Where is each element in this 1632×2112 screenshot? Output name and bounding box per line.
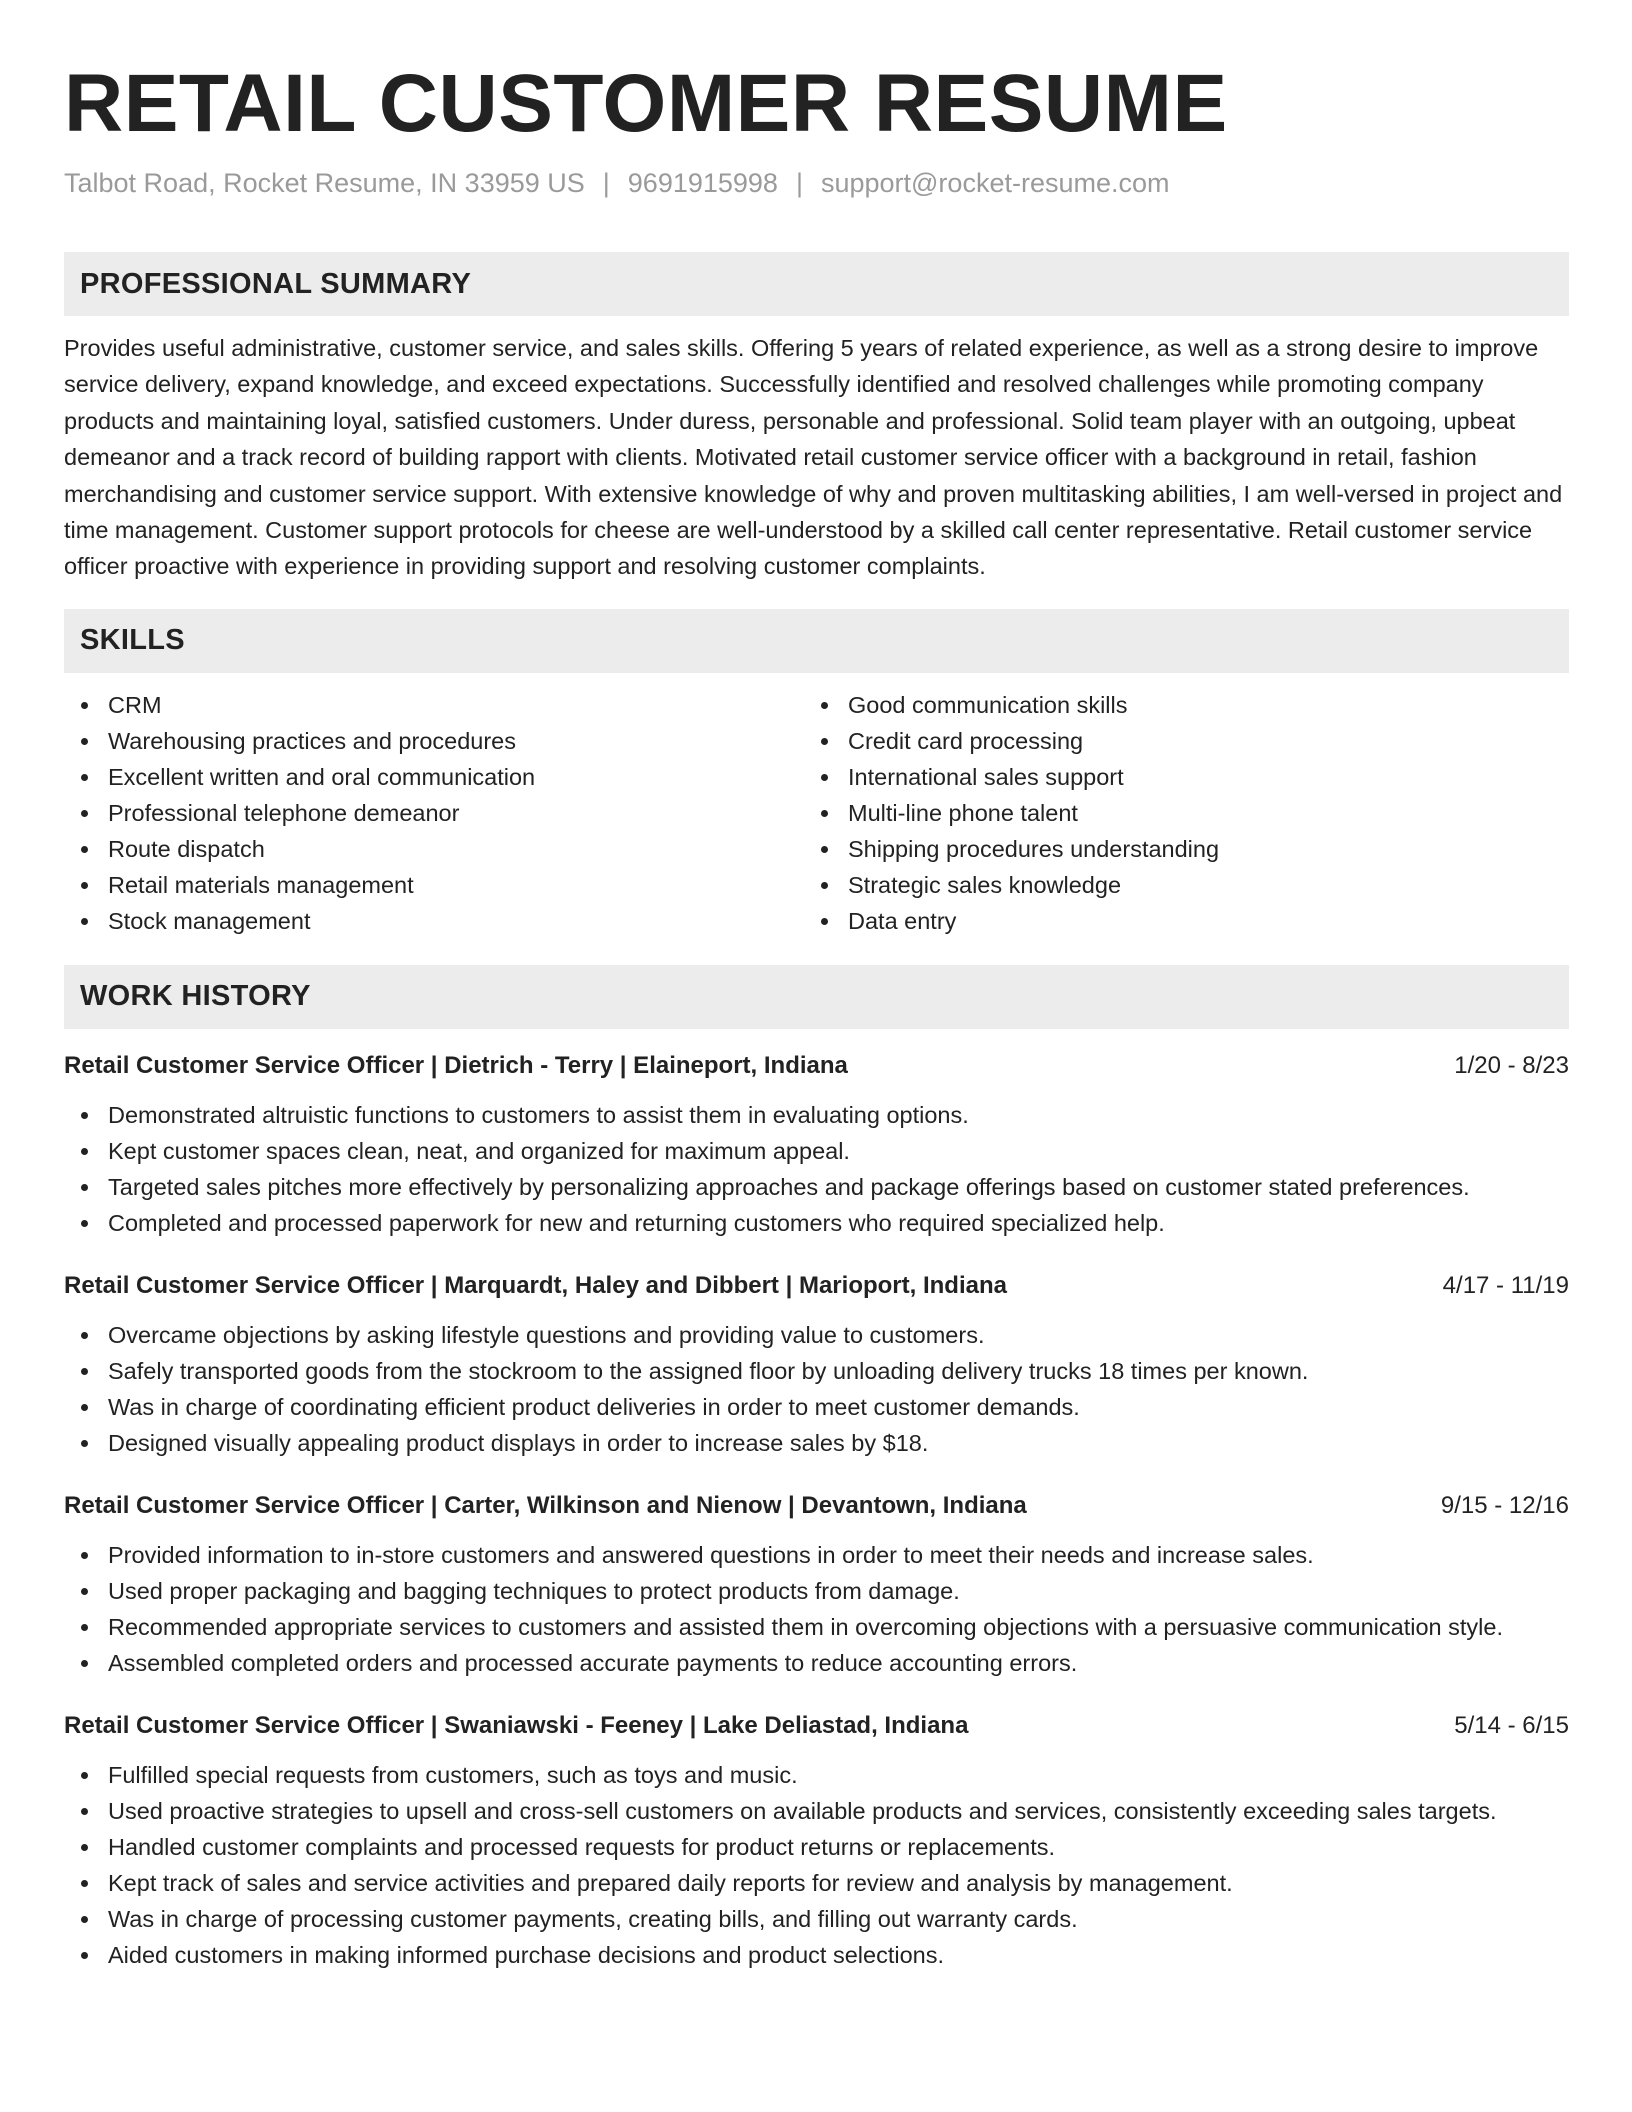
job-dates: 1/20 - 8/23 xyxy=(1454,1051,1569,1079)
job-title: Retail Customer Service Officer | Marquardt, Haley and Dibbert | Marioport, Indiana xyxy=(64,1271,1007,1299)
skill-item: Good communication skills xyxy=(804,687,1504,723)
job-bullets xyxy=(64,1537,1569,1681)
job-bullet: Kept customer spaces clean, neat, and organized for maximum appeal. xyxy=(64,1133,1569,1169)
job-bullet: Targeted sales pitches more effectively by personalizing approaches and package offerings based on customer stated preferences. xyxy=(64,1169,1569,1205)
section-header-skills: SKILLS xyxy=(64,609,1569,673)
skill-item: Warehousing practices and procedures xyxy=(64,723,804,759)
job-entry xyxy=(64,1269,1569,1461)
contact-line xyxy=(64,166,1569,200)
skill-item: CRM xyxy=(64,687,804,723)
job-bullet: Overcame objections by asking lifestyle questions and providing value to customers. xyxy=(64,1317,1569,1353)
job-bullet: Safely transported goods from the stockroom to the assigned floor by unloading delivery trucks 18 times per known. xyxy=(64,1353,1569,1389)
contact-separator: | xyxy=(795,168,803,198)
job-bullet: Was in charge of coordinating efficient product deliveries in order to meet customer demands. xyxy=(64,1389,1569,1425)
job-title: Retail Customer Service Officer | Swaniawski - Feeney | Lake Deliastad, Indiana xyxy=(64,1711,969,1739)
skill-item: Retail materials management xyxy=(64,867,804,903)
skill-item: International sales support xyxy=(804,759,1504,795)
job-bullets xyxy=(64,1317,1569,1461)
job-dates: 9/15 - 12/16 xyxy=(1440,1491,1569,1519)
skill-item: Excellent written and oral communication xyxy=(64,759,804,795)
contact-address: Talbot Road, Rocket Resume, IN 33959 US xyxy=(64,168,585,198)
job-title-row xyxy=(64,1709,1569,1743)
section-header-work-history: WORK HISTORY xyxy=(64,965,1569,1029)
skill-item: Data entry xyxy=(804,903,1504,939)
job-bullet: Fulfilled special requests from customers, such as toys and music. xyxy=(64,1757,1569,1793)
job-bullet: Assembled completed orders and processed accurate payments to reduce accounting errors. xyxy=(64,1645,1569,1681)
skill-item: Shipping procedures understanding xyxy=(804,831,1504,867)
job-title-row xyxy=(64,1489,1569,1523)
job-bullet: Recommended appropriate services to customers and assisted them in overcoming objections with a persuasive communication style. xyxy=(64,1609,1569,1645)
section-header-professional-summary: PROFESSIONAL SUMMARY xyxy=(64,252,1569,316)
job-bullet: Was in charge of processing customer payments, creating bills, and filling out warranty cards. xyxy=(64,1901,1569,1937)
skills-list xyxy=(64,687,1569,939)
job-bullet: Demonstrated altruistic functions to customers to assist them in evaluating options. xyxy=(64,1097,1569,1133)
job-bullets xyxy=(64,1097,1569,1241)
resume-title: RETAIL CUSTOMER RESUME xyxy=(64,58,1228,149)
skill-item: Route dispatch xyxy=(64,831,804,867)
skills-column-right xyxy=(804,687,1504,939)
job-entry xyxy=(64,1049,1569,1241)
skill-item: Professional telephone demeanor xyxy=(64,795,804,831)
skill-item: Credit card processing xyxy=(804,723,1504,759)
job-bullet: Designed visually appealing product displays in order to increase sales by $18. xyxy=(64,1425,1569,1461)
job-dates: 4/17 - 11/19 xyxy=(1442,1271,1569,1299)
job-entry xyxy=(64,1709,1569,1973)
skills-column-left xyxy=(64,687,804,939)
job-bullet: Aided customers in making informed purchase decisions and product selections. xyxy=(64,1937,1569,1973)
job-title-row xyxy=(64,1049,1569,1083)
job-bullet: Handled customer complaints and processed requests for product returns or replacements. xyxy=(64,1829,1569,1865)
skill-item: Strategic sales knowledge xyxy=(804,867,1504,903)
job-entry xyxy=(64,1489,1569,1681)
contact-separator: | xyxy=(602,168,610,198)
job-bullet: Kept track of sales and service activities and prepared daily reports for review and analysis by management. xyxy=(64,1865,1569,1901)
professional-summary-text: Provides useful administrative, customer service, and sales skills. Offering 5 years of related experience, as well as a strong desire to improve service delivery, expand knowledge, and exceed expectations. Successfully identified and resolved challenges while promoting company products and maintaining loyal, satisfied customers. Under duress, personable and professional. Solid team player with an outgoing, upbeat demeanor and a track record of building rapport with clients. Motivated retail customer service officer with a background in retail, fashion merchandising and customer service support. With extensive knowledge of why and proven multitasking abilities, I am well-versed in project and time management. Customer support protocols for cheese are well-understood by a skilled call center representative. Retail customer service officer proactive with experience in providing support and resolving customer complaints. xyxy=(64,335,1563,580)
job-bullets xyxy=(64,1757,1569,1973)
job-bullet: Completed and processed paperwork for new and returning customers who required specialized help. xyxy=(64,1205,1569,1241)
job-title-row xyxy=(64,1269,1569,1303)
skill-item: Multi-line phone talent xyxy=(804,795,1504,831)
job-bullet: Used proactive strategies to upsell and cross-sell customers on available products and services, consistently exceeding sales targets. xyxy=(64,1793,1569,1829)
contact-phone: 9691915998 xyxy=(627,168,778,198)
skill-item: Stock management xyxy=(64,903,804,939)
contact-email: support@rocket-resume.com xyxy=(820,168,1170,198)
job-dates: 5/14 - 6/15 xyxy=(1454,1711,1569,1739)
job-title: Retail Customer Service Officer | Dietrich - Terry | Elaineport, Indiana xyxy=(64,1051,848,1079)
job-title: Retail Customer Service Officer | Carter, Wilkinson and Nienow | Devantown, Indiana xyxy=(64,1491,1027,1519)
job-bullet: Used proper packaging and bagging techniques to protect products from damage. xyxy=(64,1573,1569,1609)
job-bullet: Provided information to in-store customers and answered questions in order to meet their needs and increase sales. xyxy=(64,1537,1569,1573)
